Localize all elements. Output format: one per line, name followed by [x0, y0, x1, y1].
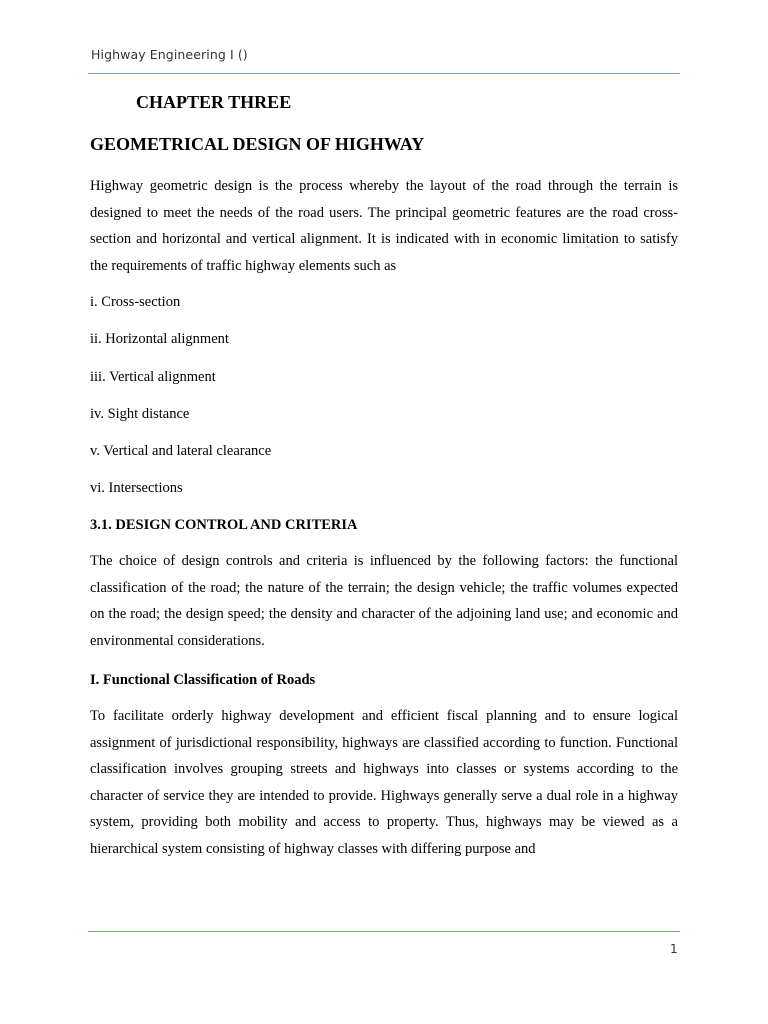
running-header: Highway Engineering I ()	[91, 47, 248, 62]
subsection-heading: I. Functional Classification of Roads	[90, 672, 316, 688]
list-item: vi. Intersections	[90, 480, 183, 496]
header-rule	[88, 73, 680, 74]
list-item: ii. Horizontal alignment	[90, 331, 229, 347]
chapter-label: CHAPTER THREE	[136, 92, 292, 112]
list-item: iv. Sight distance	[90, 406, 190, 422]
list-item: i. Cross-section	[90, 294, 181, 310]
intro-paragraph: Highway geometric design is the process whereby the layout of the road through the terrain is designed to meet the needs of the road users. The principal geometric features are the road cross-section and horizontal and vertical alignment. It is indicated with in economic limitation to satisfy the requirements of traffic highway elements such as	[90, 178, 678, 274]
chapter-title: GEOMETRICAL DESIGN OF HIGHWAY	[90, 134, 425, 154]
section-paragraph: The choice of design controls and criteria is influenced by the following factors: the functional classification of the road; the nature of the terrain; the design vehicle; the traffic volumes expected on the road; the design speed; the density and character of the adjoining land use; and economic and environmental considerations.	[90, 553, 678, 649]
footer-rule	[88, 931, 680, 932]
list-item: iii. Vertical alignment	[90, 369, 216, 385]
list-item: v. Vertical and lateral clearance	[90, 443, 272, 459]
page-number: 1	[670, 942, 678, 956]
subsection-paragraph: To facilitate orderly highway development and efficient fiscal planning and to ensure logical assignment of jurisdictional responsibility, highways are classified according to function. Functional classification involves grouping streets and highways into classes or systems according to the character of service they are intended to provide. Highways generally serve a dual role in a highway system, providing both mobility and access to property. Thus, highways may be viewed as a hierarchical system consisting of highway classes with differing purpose and	[90, 708, 678, 857]
section-heading: 3.1. DESIGN CONTROL AND CRITERIA	[90, 517, 358, 533]
